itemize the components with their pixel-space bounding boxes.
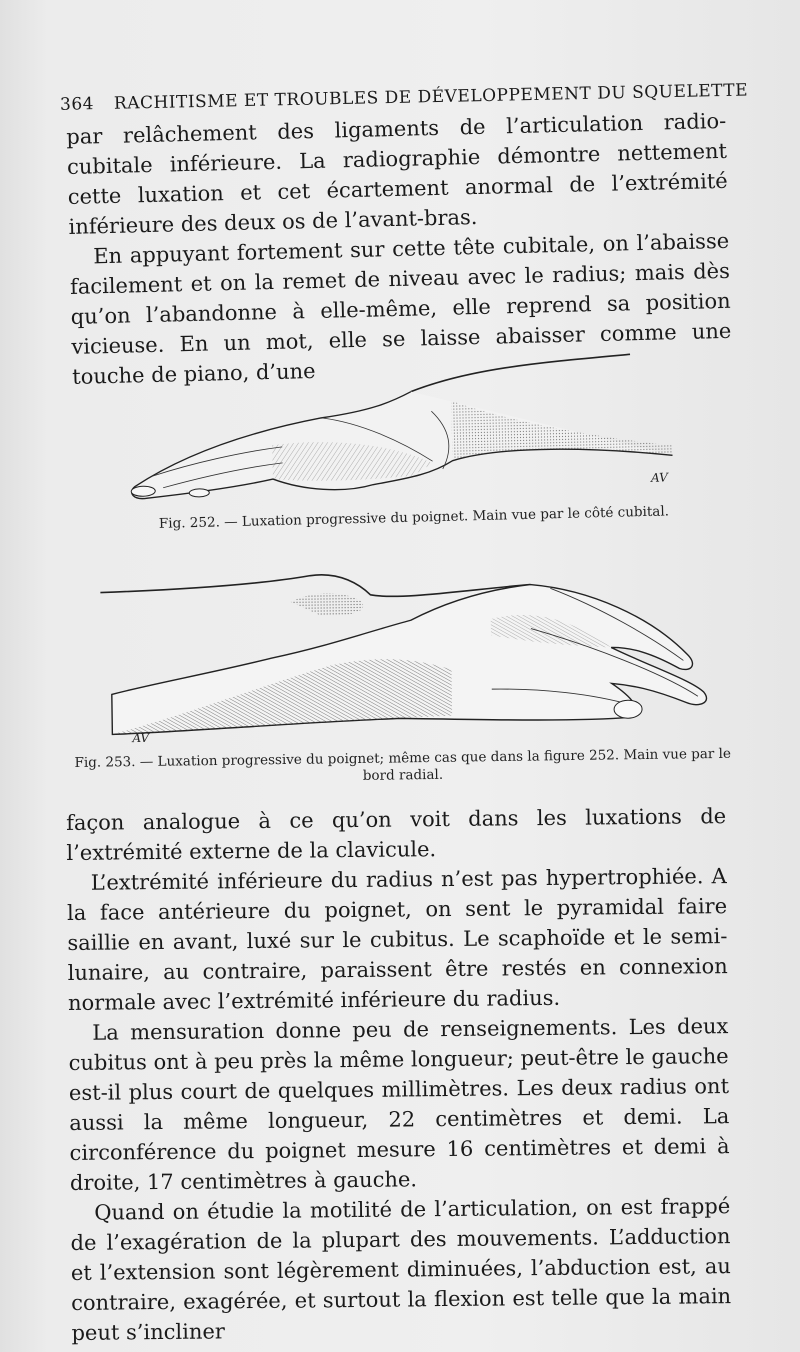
figure-signature: AV [650, 470, 668, 485]
hand-radial-view-illustration [70, 556, 733, 755]
paragraph: La mensuration donne peu de renseignements. Les deux cubitus ont à peu près la même longueur; peut-être le gauche est-il plus court de quelques millimètres. Les deux radius ont aussi la même longueur, 22 centimètres et demi. La circonférence du poignet mesure 16 centimètres et demi à droite, 17 centimètres à gauche. [68, 1014, 730, 1195]
paragraph: par relâchement des ligaments de l’articulation radio-cubitale inférieure. La radiographie démontre nettement cette luxation et cet écartement anormal de l’extrémité inférieure des deux os de l’avant-bras. [66, 108, 728, 239]
page-number: 364 [59, 94, 95, 115]
figure-caption: Fig. 253. — Luxation progressive du poignet; même cas que dans la figure 252. Main vue par le bord radial. [74, 745, 732, 784]
paragraph: façon analogue à ce qu’on voit dans les luxations de l’extrémité externe de la clavicule. [66, 804, 727, 865]
hand-ulnar-view-illustration [70, 344, 734, 520]
paragraph: L’extrémité inférieure du radius n’est pas hypertrophiée. A la face antérieure du poignet, on sent le pyramidal faire saillie en avant, luxé sur le cubitus. Le scaphoïde et le semi-lunaire, au contraire, paraissent être restés en connexion normale avec l’extrémité inférieure du radius. [66, 864, 728, 1015]
figure-caption: Fig. 252. — Luxation progressive du poignet. Main vue par le côté cubital. [158, 503, 670, 532]
text-block-bottom [66, 801, 732, 1348]
figure-253 [70, 556, 733, 795]
figure-signature: AV [132, 730, 150, 746]
figure-252 [70, 344, 734, 550]
paragraph: Quand on étudie la motilité de l’articulation, on est frappé de l’exagération de la plupart des mouvements. L’adduction et l’extension sont légèrement diminuées, l’abduction est, au contraire, exagérée, et surtout la flexion est telle que la main peut s’incliner [70, 1194, 732, 1345]
paragraph: En appuyant fortement sur cette tête cubitale, on l’abaisse facilement et on la remet de niveau avec le radius; mais dès qu’on l’abandonne à elle-même, elle reprend sa position vicieuse. En un mot, elle se laisse abaisser comme une touche de piano, d’une [69, 228, 732, 389]
running-title: RACHITISME ET TROUBLES DE DÉVELOPPEMENT DU SQUELETTE [113, 80, 749, 114]
